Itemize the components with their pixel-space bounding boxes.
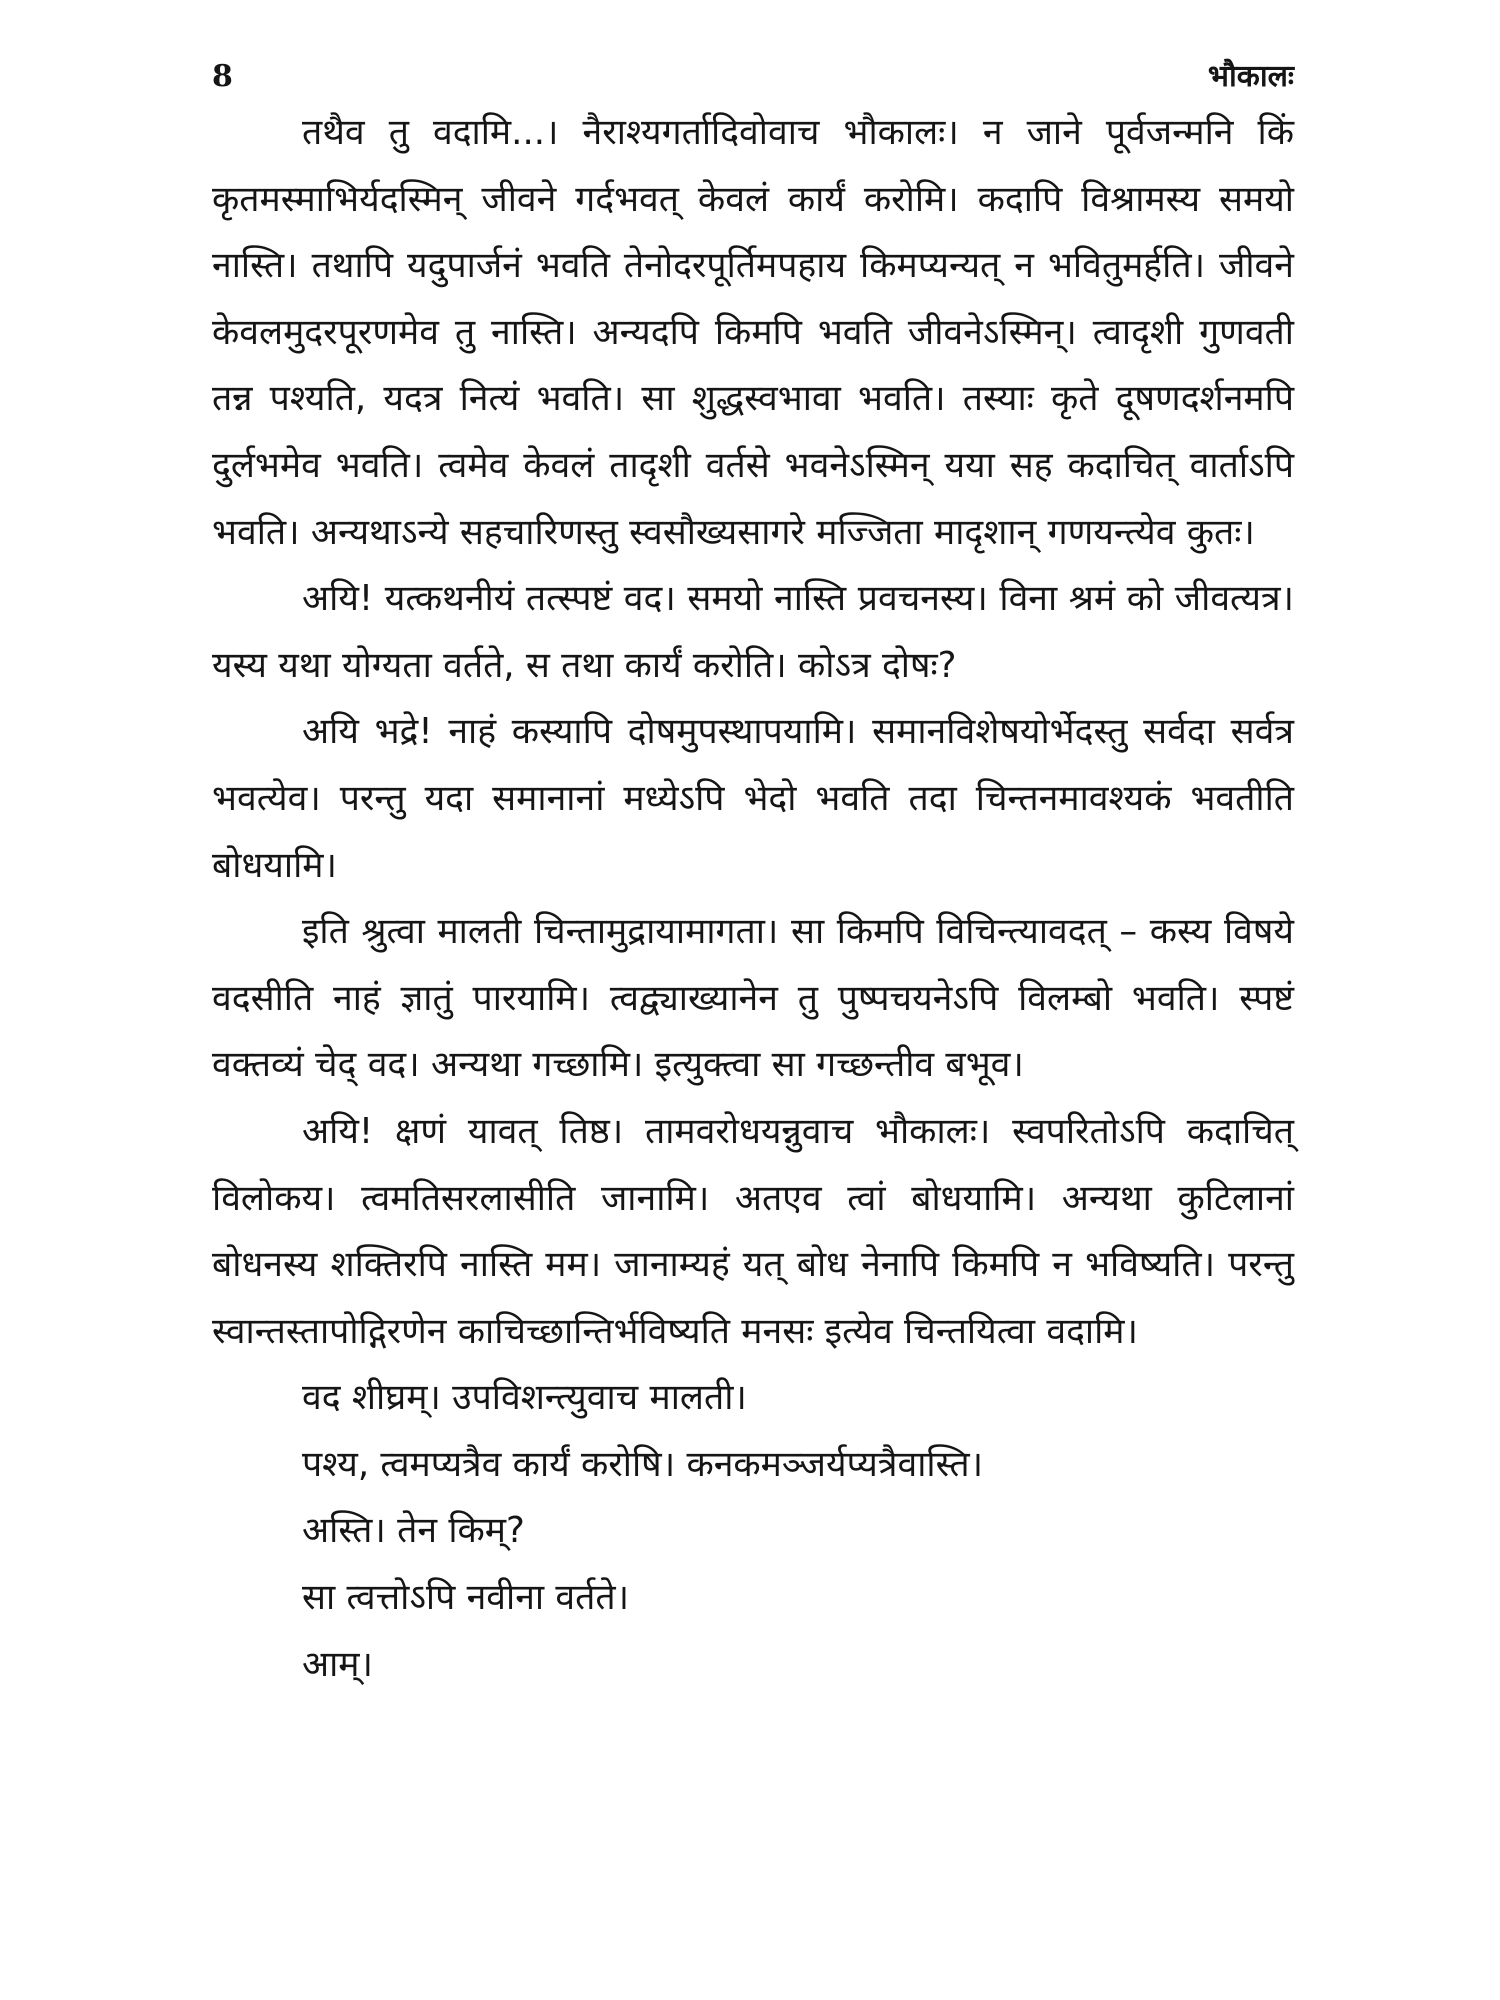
page-number: 8 xyxy=(212,59,233,94)
dialog-line-4: सा त्वत्तोऽपि नवीना वर्तते। xyxy=(302,1577,630,1619)
paragraph-2: अयि! यत्कथनीयं तत्स्पष्टं वद। समयो नास्ति प्रवचनस्य। विना श्रमं को जीवत्यत्र। यस्य यथा योग्यता वर्तते, स तथा कार्यं करोति। कोऽत्र दोषः? xyxy=(212,578,1294,686)
paragraph-4: इति श्रुत्वा मालती चिन्तामुद्रायामागता। सा किमपि विचिन्त्यावदत् – कस्य विषये वदसीति नाहं ज्ञातुं पारयामि। त्वद्व्याख्यानेन तु पुष्पचयनेऽपि विलम्बो भवति। स्पष्टं वक्तव्यं चेद् वद। अन्यथा गच्छामि। इत्युक्त्वा सा गच्छन्तीव बभूव। xyxy=(212,911,1294,1086)
body-text xyxy=(212,100,1294,1698)
dialog-line-3: अस्ति। तेन किम्? xyxy=(302,1510,525,1552)
running-title: भौकालः xyxy=(1207,59,1294,94)
paragraph-3: अयि भद्रे! नाहं कस्यापि दोषमुपस्थापयामि। समानविशेषयोर्भेदस्तु सर्वदा सर्वत्र भवत्येव। परन्तु यदा समानानां मध्येऽपि भेदो भवति तदा चिन्तनमावश्यकं भवतीति बोधयामि। xyxy=(212,711,1294,886)
running-head xyxy=(212,55,1294,99)
dialog-line-2: पश्य, त्वमप्यत्रैव कार्यं करोषि। कनकमञ्जर्यप्यत्रैवास्ति। xyxy=(302,1443,984,1485)
paragraph-5: अयि! क्षणं यावत् तिष्ठ। तामवरोधयन्नुवाच भौकालः। स्वपरितोऽपि कदाचित् विलोकय। त्वमतिसरलासीति जानामि। अतएव त्वां बोधयामि। अन्यथा कुटिलानां बोधनस्य शक्तिरपि नास्ति मम। जानाम्यहं यत् बोध नेनापि किमपि न भविष्यति। परन्तु स्वान्तस्तापोद्गिरणेन काचिच्छान्तिर्भविष्यति मनसः इत्येव चिन्तयित्वा वदामि। xyxy=(212,1110,1294,1352)
dialog-line-5: आम्। xyxy=(302,1643,373,1685)
paragraph-1: तथैव तु वदामि...। नैराश्यगर्तादिवोवाच भौकालः। न जाने पूर्वजन्मनि किं कृतमस्माभिर्यदस्मिन् जीवने गर्दभवत् केवलं कार्यं करोमि। कदापि विश्रामस्य समयो नास्ति। तथापि यदुपार्जनं भवति तेनोदरपूर्तिमपहाय किमप्यन्यत् न भवितुमर्हति। जीवने केवलमुदरपूरणमेव तु नास्ति। अन्यदपि किमपि भवति जीवनेऽस्मिन्। त्वादृशी गुणवती तन्न पश्यति, यदत्र नित्यं भवति। सा शुद्धस्वभावा भवति। तस्याः कृते दूषणदर्शनमपि दुर्लभमेव भवति। त्वमेव केवलं तादृशी वर्तसे भवनेऽस्मिन् यया सह कदाचित् वार्ताऽपि भवति। अन्यथाऽन्ये सहचारिणस्तु स्वसौख्यसागरे मज्जिता मादृशान् गणयन्त्येव कुतः। xyxy=(212,112,1294,553)
dialog-line-1: वद शीघ्रम्। उपविशन्त्युवाच मालती। xyxy=(302,1377,747,1419)
